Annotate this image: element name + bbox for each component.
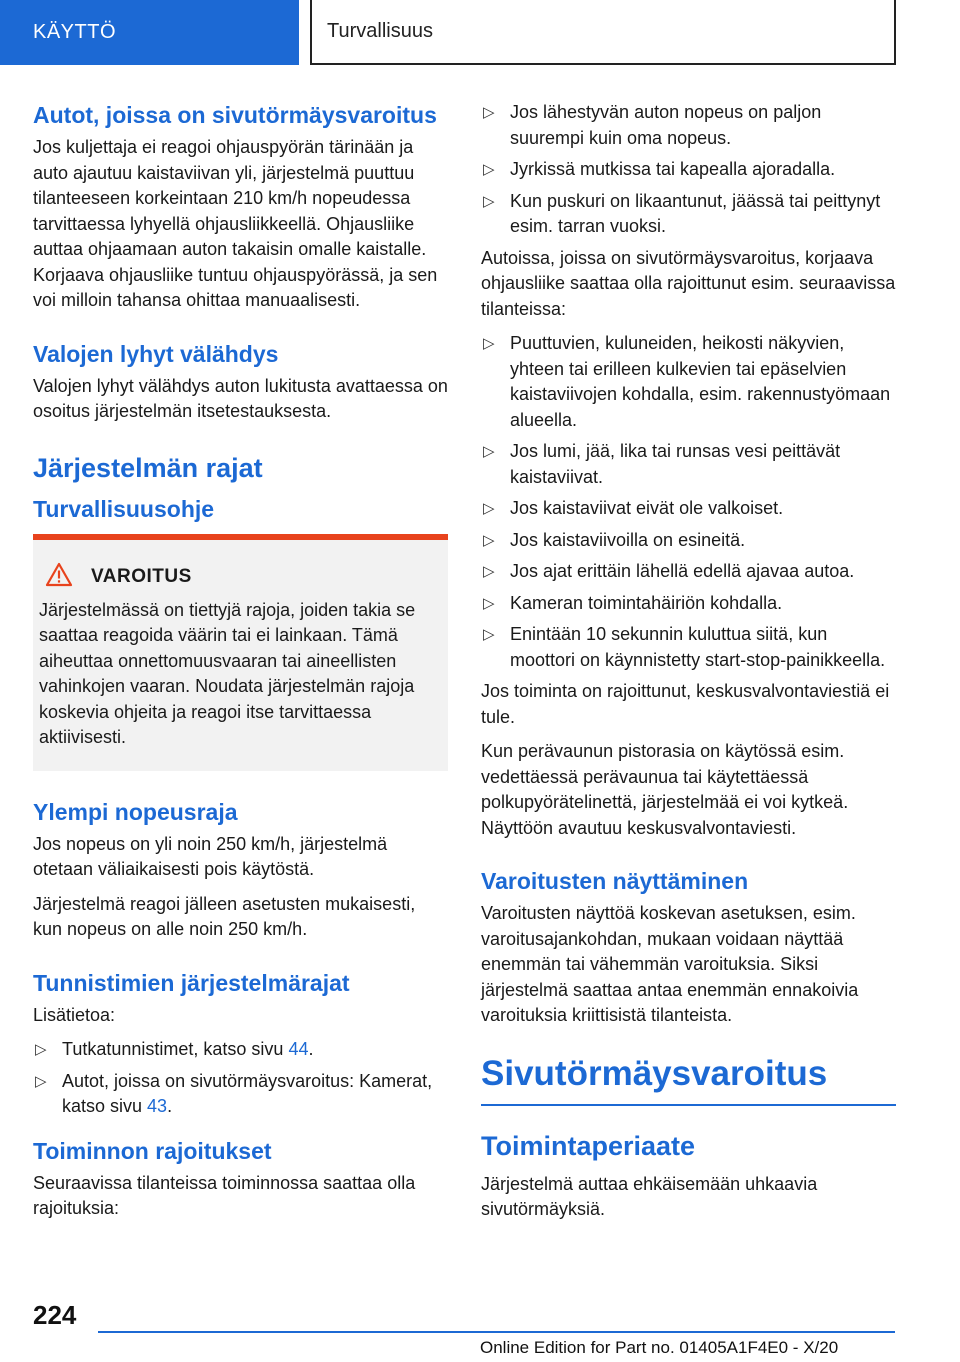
triangle-bullet-icon: ▷ <box>483 192 495 210</box>
warning-triangle-icon <box>45 562 77 592</box>
left-column <box>33 100 448 1231</box>
triangle-bullet-icon: ▷ <box>483 443 495 460</box>
page-number: 224 <box>33 1300 77 1330</box>
subsection-label: Turvallisuus <box>327 20 433 42</box>
section-tab[interactable] <box>0 0 299 65</box>
paragraph-kun-peravaunun: Kun perävaunun pistorasia on käytössä esim. vedettäessä perävaunua tai käytettäessä polkupyörätelinettä, järjestelmää ei voi kytkeä. Näyttöön avautuu keskusvalvontaviesti. <box>481 741 849 838</box>
triangle-bullet-icon: ▷ <box>483 563 495 580</box>
heading-sivutormaysvaroitus: Sivutörmäysvaroitus <box>481 1052 896 1106</box>
list-situations-b <box>481 331 896 673</box>
paragraph-varoitusten: Varoitusten näyttöä koskevan asetuksen, esim. varoitusajankohdan, mukaan voidaan näyttää enemmän tai vähemmän varoituksia. Siksi järjestelmä saattaa antaa enemmän ennakoivia varoituksia kriittisistä tilanteista. <box>481 903 859 1025</box>
heading-varoitusten: Varoitusten näyttäminen <box>481 868 749 894</box>
heading-autot: Autot, joissa on sivutörmäysvaroitus <box>33 102 437 128</box>
list-item: ▷ Jyrkissä mutkissa tai kapealla ajoradalla. <box>481 157 896 183</box>
paragraph-autoissa: Autoissa, joissa on sivutörmäysvaroitus, korjaava ohjausliike saattaa olla rajoittunut esim. seuraavissa tilanteissa: <box>481 247 896 319</box>
paragraph-toiminnon: Seuraavissa tilanteissa toiminnossa saattaa olla rajoituksia: <box>33 1172 416 1218</box>
triangle-bullet-icon: ▷ <box>483 104 495 121</box>
right-column <box>481 100 896 1232</box>
paragraph-jos-toiminta: Jos toiminta on rajoittunut, keskusvalvontaviestiä ei tule. <box>481 681 890 727</box>
list-item: ▷ Jos lähestyvän auton nopeus on paljon suurempi kuin oma nopeus. <box>483 102 822 148</box>
page-link-43[interactable]: 43 <box>147 1096 168 1116</box>
paragraph-ylempi-2: Järjestelmä reagoi jälleen asetusten mukaisesti, kun nopeus on alle noin 250 km/h. <box>33 893 416 939</box>
subsection-tab[interactable] <box>310 0 896 65</box>
paragraph-lisatietoa: Lisätietoa: <box>33 1004 116 1025</box>
triangle-bullet-icon: ▷ <box>35 1041 47 1058</box>
triangle-bullet-icon: ▷ <box>483 335 495 352</box>
warning-title: VAROITUS <box>91 565 192 587</box>
list-item: ▷ Enintään 10 sekunnin kuluttua siitä, kun moottori on käynnistetty start-stop-painikkeella. <box>483 624 886 670</box>
paragraph-ylempi-1: Jos nopeus on yli noin 250 km/h, järjestelmä otetaan väliaikaisesti pois käytöstä. <box>33 833 388 879</box>
list-item: ▷ Puuttuvien, kuluneiden, heikosti näkyvien, yhteen tai erilleen kulkevien tai epäselvien kaistaviivojen kohdalla, esim. rakennustyömaan alueella. <box>483 333 891 430</box>
triangle-bullet-icon: ▷ <box>483 594 495 612</box>
paragraph-valojen: Valojen lyhyt välähdys auton lukitusta avattaessa on osoitus järjestelmän itsetestauksesta. <box>33 375 448 421</box>
triangle-bullet-icon: ▷ <box>483 161 495 178</box>
paragraph-autot: Jos kuljettaja ei reagoi ohjauspyörän tärinään ja auto ajautuu kaistaviivan yli, järjestelmä puuttuu tilanteeseen korkeintaan 210 km/h nopeudessa tarvittaessa lyhyellä ohjausliikkeellä. Ohjausliike auttaa ohjaamaan auton takaisin omalle kaistalle. Korjaava ohjausliike tuntuu ohjauspyörässä, ja sen voi milloin tahansa ohittaa manuaalisesti. <box>33 137 438 310</box>
heading-turvallisuusohje: Turvallisuusohje <box>33 495 215 522</box>
list-situations-a <box>481 100 896 240</box>
warning-box <box>33 534 448 771</box>
heading-ylempi: Ylempi nopeusraja <box>33 798 238 825</box>
heading-toiminnon: Toiminnon rajoitukset <box>33 1137 272 1164</box>
list-item: ▷ Jos ajat erittäin lähellä edellä ajavaa autoa. <box>481 559 896 585</box>
heading-toimintaperiaate: Toimintaperiaate <box>481 1130 696 1161</box>
list-item: ▷ Kun puskuri on likaantunut, jäässä tai peittynyt esim. tarran vuoksi. <box>483 190 881 236</box>
page-link-44[interactable]: 44 <box>288 1039 309 1059</box>
triangle-bullet-icon: ▷ <box>483 500 495 517</box>
list-item: ▷ Jos kaistaviivat eivät ole valkoiset. <box>481 496 896 522</box>
warning-text: Järjestelmässä on tiettyjä rajoja, joiden takia se saattaa reagoida väärin tai ei lainkaan. Tämä aiheuttaa onnettomuusvaaran tai aineellisten vahinkojen vaaran. Noudata järjestelmän rajoja koskevia ohjeita ja reagoi itse tarvittaessa aktiivisesti. <box>39 599 416 747</box>
list-item: ▷ Kameran toimintahäiriön kohdalla. <box>481 591 896 617</box>
footer-edition: Online Edition for Part no. 01405A1F4E0 - X/20 <box>480 1338 839 1357</box>
paragraph-toimintaperiaate: Järjestelmä auttaa ehkäisemään uhkaavia sivutörmäyksiä. <box>481 1173 818 1219</box>
list-tunnistimet <box>33 1037 448 1120</box>
list-item: ▷ Jos lumi, jää, lika tai runsas vesi peittävät kaistaviivat. <box>483 441 841 487</box>
triangle-bullet-icon: ▷ <box>483 626 495 643</box>
section-label: KÄYTTÖ <box>33 21 117 43</box>
heading-valojen: Valojen lyhyt välähdys <box>33 340 279 367</box>
list-item: ▷ Jos kaistaviivoilla on esineitä. <box>481 528 896 554</box>
list-item: ▷ Autot, joissa on sivutörmäysvaroitus: Kamerat, katso sivu 43. <box>35 1070 433 1116</box>
heading-tunnistimien: Tunnistimien järjestelmärajat <box>33 969 350 996</box>
warning-header <box>39 562 438 592</box>
triangle-bullet-icon: ▷ <box>483 531 495 549</box>
triangle-bullet-icon: ▷ <box>35 1072 47 1090</box>
footer-divider <box>98 1331 895 1333</box>
heading-jarjestelman-rajat: Järjestelmän rajat <box>33 452 263 483</box>
list-item: ▷ Tutkatunnistimet, katso sivu 44. <box>33 1037 448 1063</box>
